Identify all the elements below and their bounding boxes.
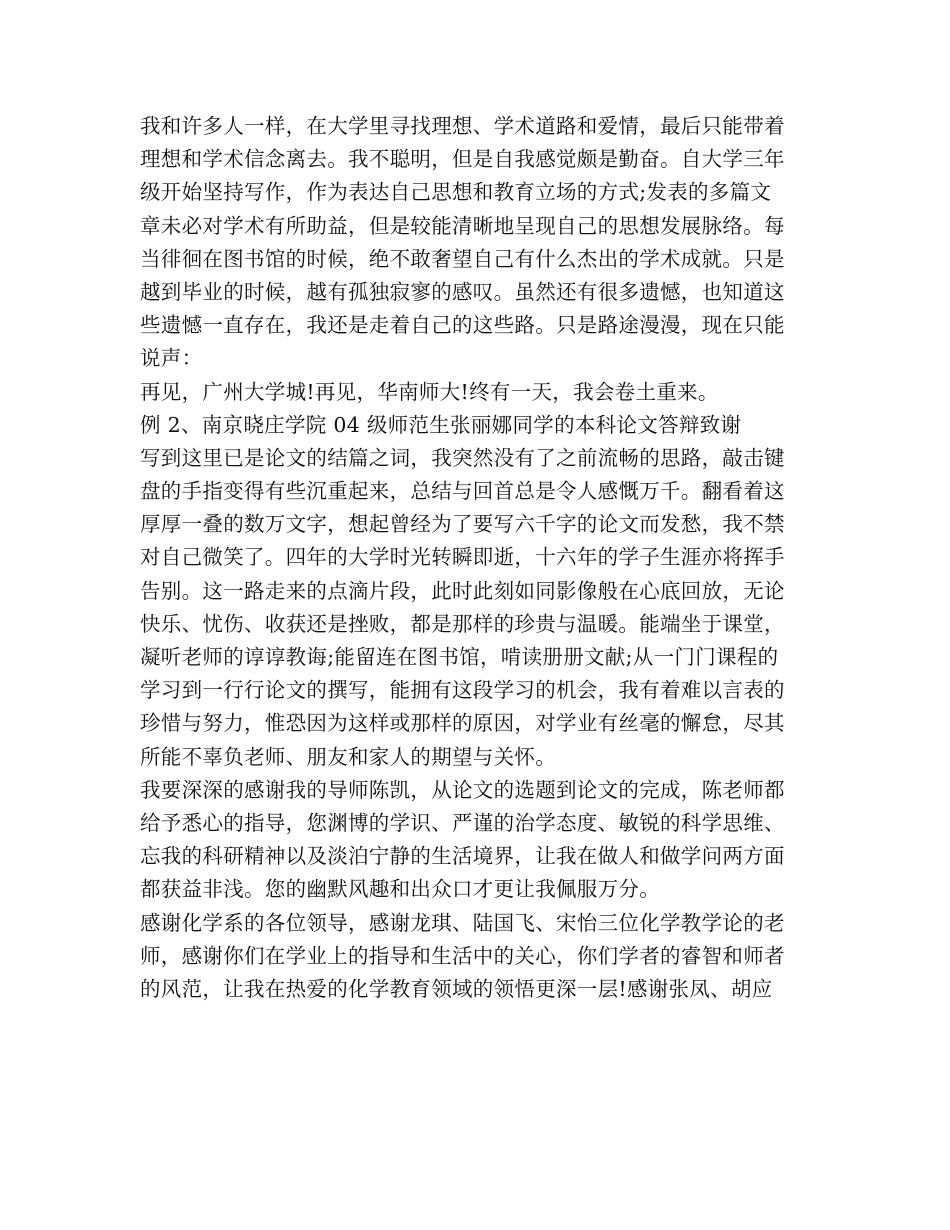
text-line: 当徘徊在图书馆的时候，绝不敢奢望自己有什么杰出的学术成就。只是 [140, 246, 785, 271]
document-body [140, 110, 812, 1006]
paragraph-thesis-ending [140, 442, 812, 774]
text-line: 些遗憾一直存在，我还是走着自己的这些路。只是路途漫漫，现在只能 [140, 313, 785, 338]
text-line: 我要深深的感谢我的导师陈凯，从论文的选题到论文的完成，陈老师都 [140, 777, 785, 802]
text-line: 盘的手指变得有些沉重起来，总结与回首总是令人感慨万千。翻看着这 [140, 479, 785, 504]
text-line: 我和许多人一样，在大学里寻找理想、学术道路和爱情，最后只能带着 [140, 114, 785, 138]
paragraph-department-thanks [140, 907, 812, 1007]
text-line: 章未必对学术有所助益，但是较能清晰地呈现自己的思想发展脉络。每 [140, 213, 785, 238]
text-line: 级开始坚持写作，作为表达自己思想和教育立场的方式;发表的多篇文 [140, 180, 772, 205]
paragraph-farewell [140, 376, 812, 409]
text-line: 理想和学术信念离去。我不聪明，但是自我感觉颇是勤奋。自大学三年 [140, 147, 785, 172]
text-line: 告别。这一路走来的点滴片段，此时此刻如同影像般在心底回放，无论 [140, 578, 785, 603]
text-line: 对自己微笑了。四年的大学时光转瞬即逝，十六年的学子生涯亦将挥手 [140, 545, 785, 570]
text-line: 给予悉心的指导，您渊博的学识、严谨的治学态度、敏锐的科学思维、 [140, 810, 785, 835]
text-line: 所能不辜负老师、朋友和家人的期望与关怀。 [140, 744, 556, 769]
text-line: 师，感谢你们在学业上的指导和生活中的关心，你们学者的睿智和师者 [140, 943, 785, 968]
paragraph-example-heading [140, 409, 812, 442]
text-line: 凝听老师的谆谆教诲;能留连在图书馆，啃读册册文献;从一门门课程的 [140, 645, 779, 669]
text-line: 快乐、忧伤、收获还是挫败，都是那样的珍贵与温暖。能端坐于课堂， [140, 611, 785, 636]
text-line: 感谢化学系的各位领导，感谢龙琪、陆国飞、宋怡三位化学教学论的老 [140, 910, 785, 935]
text-line: 厚厚一叠的数万文字，想起曾经为了要写六千字的论文而发愁，我不禁 [140, 512, 785, 537]
paragraph-closing-reflection [140, 110, 812, 376]
text-line: 再见，广州大学城!再见，华南师大!终有一天，我会卷土重来。 [140, 379, 719, 404]
text-line: 忘我的科研精神以及淡泊宁静的生活境界，让我在做人和做学问两方面 [140, 844, 785, 869]
text-line: 说声： [140, 346, 203, 371]
text-line: 珍惜与努力，惟恐因为这样或那样的原因，对学业有丝毫的懈怠，尽其 [140, 711, 785, 736]
paragraph-advisor-thanks [140, 774, 812, 907]
text-line: 越到毕业的时候，越有孤独寂寥的感叹。虽然还有很多遗憾，也知道这 [140, 279, 785, 304]
text-line: 写到这里已是论文的结篇之词，我突然没有了之前流畅的思路，敲击键 [140, 445, 785, 470]
text-line: 都获益非浅。您的幽默风趣和出众口才更让我佩服万分。 [140, 877, 660, 902]
section-heading: 例 2、南京晓庄学院 04 级师范生张丽娜同学的本科论文答辩致谢 [140, 412, 742, 437]
text-line: 的风范，让我在热爱的化学教育领域的领悟更深一层!感谢张凤、胡应 [140, 976, 773, 1001]
text-line: 学习到一行行论文的撰写，能拥有这段学习的机会，我有着难以言表的 [140, 678, 785, 703]
